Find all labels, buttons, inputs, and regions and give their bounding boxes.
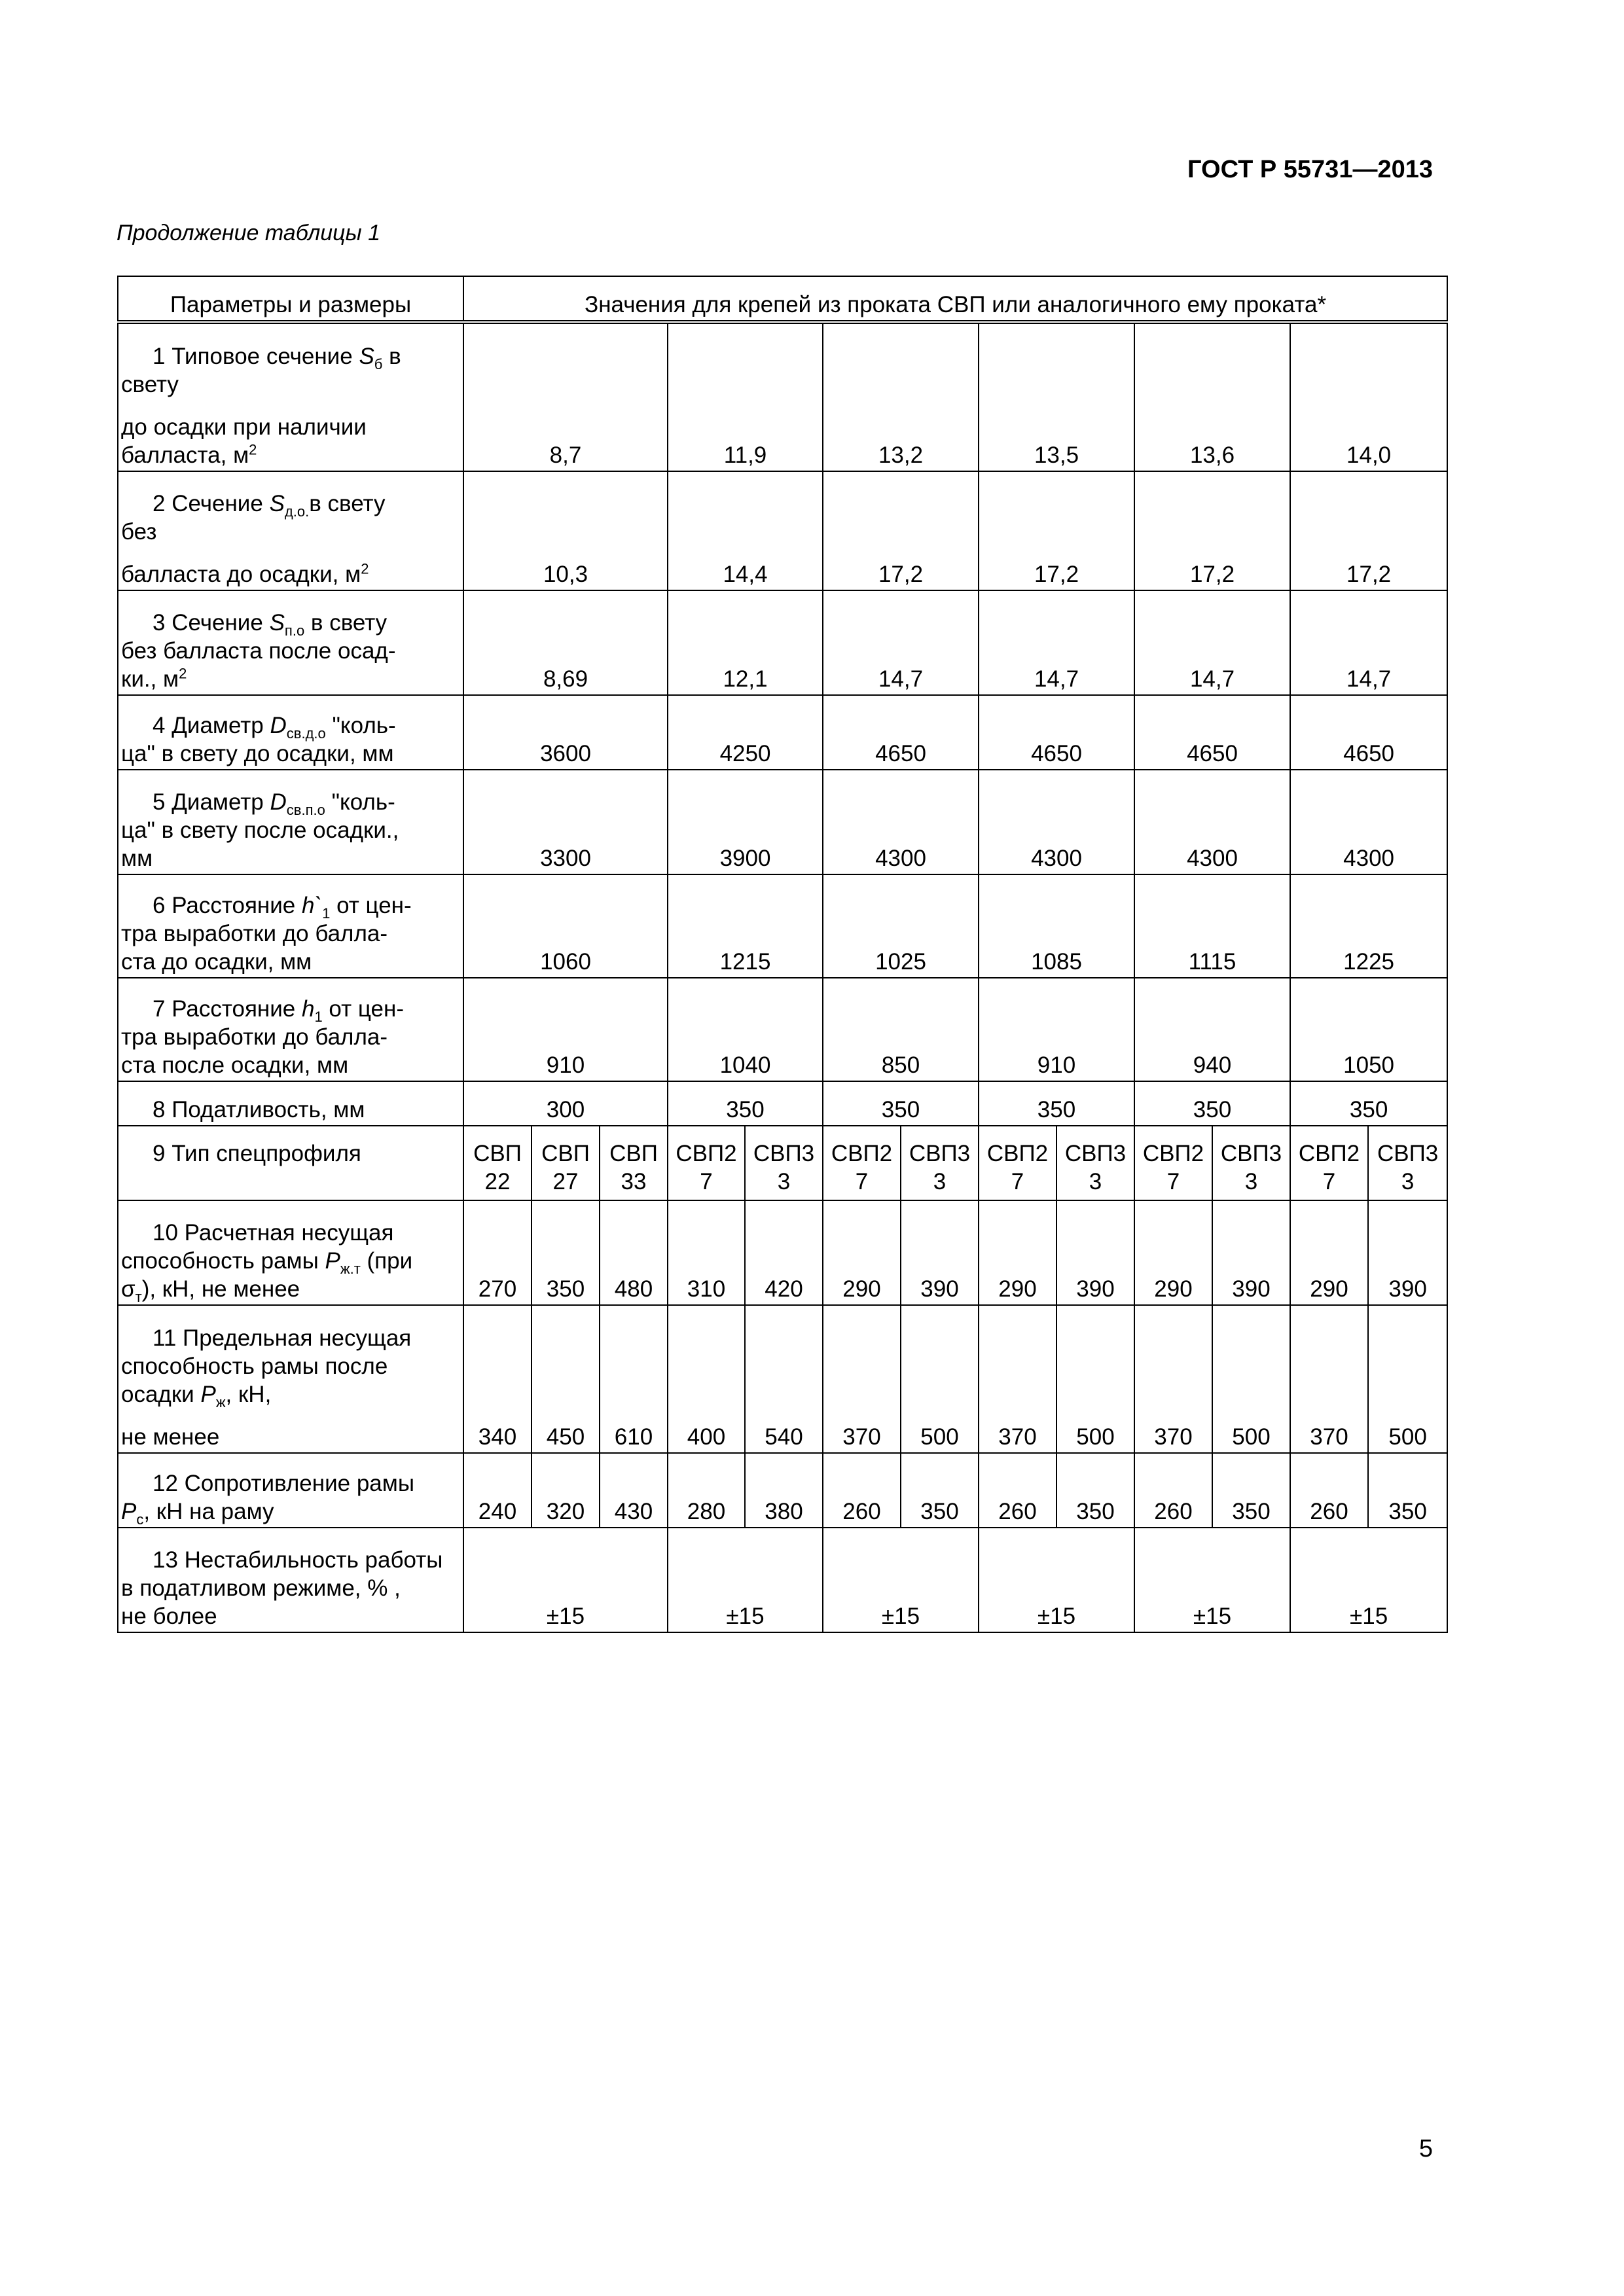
value-cell: 430 (600, 1453, 668, 1528)
value-cell: 14,4 (668, 471, 823, 590)
value-cell: 11,9 (668, 322, 823, 471)
value-cell: 260 (1134, 1453, 1212, 1528)
row-param: 2 Сечение $S_{д.о.}в$ свету без балласта до осадки, $м^2$ (118, 471, 463, 590)
value-cell: 14,0 (1290, 322, 1447, 471)
value-cell: ±15 (668, 1528, 823, 1632)
value-cell: 940 (1134, 978, 1290, 1081)
value-cell: 1085 (979, 874, 1134, 978)
profile-cell: СВП 22 (463, 1126, 532, 1200)
value-cell: 14,7 (823, 590, 979, 695)
value-cell: 370 (823, 1305, 901, 1453)
value-cell: 540 (745, 1305, 823, 1453)
profile-cell: СВП3 3 (1368, 1126, 1447, 1200)
value-cell: 12,1 (668, 590, 823, 695)
value-cell: 1225 (1290, 874, 1447, 978)
value-cell: 290 (823, 1200, 901, 1305)
table-row (118, 1126, 1447, 1200)
row-param: 4 Диаметр $D_{св.д.о}$ "коль- ца" в свету до осадки, мм (118, 695, 463, 770)
value-cell: 14,7 (1134, 590, 1290, 695)
value-cell: 4250 (668, 695, 823, 770)
value-cell: 500 (1212, 1305, 1290, 1453)
table-row (118, 874, 1447, 978)
row-param: 12 Сопротивление рамы $P_с$, кН на раму (118, 1453, 463, 1528)
value-cell: 1115 (1134, 874, 1290, 978)
value-cell: 370 (1134, 1305, 1212, 1453)
value-cell: 8,7 (463, 322, 668, 471)
value-cell: 450 (532, 1305, 600, 1453)
value-cell: 13,2 (823, 322, 979, 471)
value-cell: 4650 (1290, 695, 1447, 770)
value-cell: 290 (979, 1200, 1056, 1305)
value-cell: 4300 (979, 770, 1134, 874)
profile-cell: СВП3 3 (1056, 1126, 1134, 1200)
value-cell: 3600 (463, 695, 668, 770)
row-param: 1 Типовое сечение $S_б$ в свету до осадки при наличии балласта, $м^2$ (118, 322, 463, 471)
table-row (118, 770, 1447, 874)
header-parameters: Параметры и размеры (118, 276, 463, 322)
value-cell: 14,7 (1290, 590, 1447, 695)
value-cell: 10,3 (463, 471, 668, 590)
value-cell: 17,2 (979, 471, 1134, 590)
header-values: Значения для крепей из проката СВП или аналогичного ему проката* (463, 276, 1447, 322)
value-cell: 350 (901, 1453, 979, 1528)
value-cell: 17,2 (823, 471, 979, 590)
value-cell: ±15 (463, 1528, 668, 1632)
value-cell: 350 (1368, 1453, 1447, 1528)
table-row (118, 695, 1447, 770)
parameters-table (117, 276, 1448, 1633)
value-cell: 4650 (979, 695, 1134, 770)
value-cell: 1060 (463, 874, 668, 978)
table-row (118, 1200, 1447, 1305)
value-cell: 370 (979, 1305, 1056, 1453)
value-cell: 1050 (1290, 978, 1447, 1081)
profile-cell: СВП 33 (600, 1126, 668, 1200)
value-cell: 910 (463, 978, 668, 1081)
value-cell: ±15 (1290, 1528, 1447, 1632)
value-cell: 280 (668, 1453, 745, 1528)
value-cell: 500 (901, 1305, 979, 1453)
value-cell: 350 (1056, 1453, 1134, 1528)
value-cell: 350 (1212, 1453, 1290, 1528)
value-cell: 390 (1368, 1200, 1447, 1305)
value-cell: 3900 (668, 770, 823, 874)
value-cell: 350 (823, 1081, 979, 1126)
table-row (118, 322, 1447, 471)
table-continuation-caption: Продолжение таблицы 1 (117, 221, 380, 245)
value-cell: 390 (1056, 1200, 1134, 1305)
value-cell: 350 (979, 1081, 1134, 1126)
value-cell: 240 (463, 1453, 532, 1528)
value-cell: 4650 (823, 695, 979, 770)
table-row (118, 1081, 1447, 1126)
value-cell: 1040 (668, 978, 823, 1081)
value-cell: 13,5 (979, 322, 1134, 471)
value-cell: 290 (1290, 1200, 1368, 1305)
value-cell: 4300 (1290, 770, 1447, 874)
value-cell: 610 (600, 1305, 668, 1453)
value-cell: 260 (1290, 1453, 1368, 1528)
row-param: 7 Расстояние $h_1$ от цен- тра выработки до балла- ста после осадки, мм (118, 978, 463, 1081)
profile-cell: СВП3 3 (745, 1126, 823, 1200)
value-cell: ±15 (823, 1528, 979, 1632)
value-cell: 260 (979, 1453, 1056, 1528)
row-param: 5 Диаметр $D_{св.п.о}$ "коль- ца" в свету после осадки., мм (118, 770, 463, 874)
value-cell: 4300 (823, 770, 979, 874)
row-param: 11 Предельная несущая способность рамы после осадки $P_ж$, кН, не менее (118, 1305, 463, 1453)
table-row (118, 1528, 1447, 1632)
value-cell: 370 (1290, 1305, 1368, 1453)
table-row (118, 590, 1447, 695)
value-cell: 480 (600, 1200, 668, 1305)
table-row (118, 1305, 1447, 1453)
value-cell: 4650 (1134, 695, 1290, 770)
profile-cell: СВП2 7 (979, 1126, 1056, 1200)
row-param: 8 Податливость, мм (118, 1081, 463, 1126)
value-cell: 850 (823, 978, 979, 1081)
table-row (118, 1453, 1447, 1528)
value-cell: 300 (463, 1081, 668, 1126)
value-cell: ±15 (979, 1528, 1134, 1632)
value-cell: 8,69 (463, 590, 668, 695)
profile-cell: СВП3 3 (901, 1126, 979, 1200)
value-cell: 14,7 (979, 590, 1134, 695)
profile-cell: СВП2 7 (668, 1126, 745, 1200)
value-cell: 350 (1290, 1081, 1447, 1126)
value-cell: 500 (1368, 1305, 1447, 1453)
value-cell: 13,6 (1134, 322, 1290, 471)
value-cell: 350 (1134, 1081, 1290, 1126)
value-cell: 390 (1212, 1200, 1290, 1305)
standard-number: ГОСТ Р 55731—2013 (1187, 156, 1433, 183)
value-cell: 420 (745, 1200, 823, 1305)
row-param: 10 Расчетная несущая способность рамы $P_{ж.т}$ (при $\sigma_т$), кН, не менее (118, 1200, 463, 1305)
value-cell: 3300 (463, 770, 668, 874)
profile-cell: СВП2 7 (1134, 1126, 1212, 1200)
value-cell: 500 (1056, 1305, 1134, 1453)
value-cell: 270 (463, 1200, 532, 1305)
row-param: 6 Расстояние $h`_1$ от цен- тра выработки до балла- ста до осадки, мм (118, 874, 463, 978)
table-row (118, 978, 1447, 1081)
value-cell: 290 (1134, 1200, 1212, 1305)
value-cell: 17,2 (1134, 471, 1290, 590)
value-cell: 17,2 (1290, 471, 1447, 590)
value-cell: 1025 (823, 874, 979, 978)
value-cell: 400 (668, 1305, 745, 1453)
value-cell: 260 (823, 1453, 901, 1528)
value-cell: 350 (532, 1200, 600, 1305)
profile-cell: СВП3 3 (1212, 1126, 1290, 1200)
profile-cell: СВП2 7 (823, 1126, 901, 1200)
page-number: 5 (1418, 2135, 1433, 2162)
value-cell: 910 (979, 978, 1134, 1081)
row-param: 3 Сечение $S_{п.о}$ в свету без балласта после осад- ки., $м^2$ (118, 590, 463, 695)
value-cell: 4300 (1134, 770, 1290, 874)
profile-cell: СВП2 7 (1290, 1126, 1368, 1200)
value-cell: 320 (532, 1453, 600, 1528)
table-header-row (118, 276, 1447, 322)
value-cell: ±15 (1134, 1528, 1290, 1632)
row-param: 9 Тип спецпрофиля (118, 1126, 463, 1200)
profile-cell: СВП 27 (532, 1126, 600, 1200)
value-cell: 310 (668, 1200, 745, 1305)
value-cell: 1215 (668, 874, 823, 978)
value-cell: 350 (668, 1081, 823, 1126)
table-row (118, 471, 1447, 590)
value-cell: 340 (463, 1305, 532, 1453)
row-param: 13 Нестабильность работы в податливом режиме, % , не более (118, 1528, 463, 1632)
value-cell: 380 (745, 1453, 823, 1528)
value-cell: 390 (901, 1200, 979, 1305)
